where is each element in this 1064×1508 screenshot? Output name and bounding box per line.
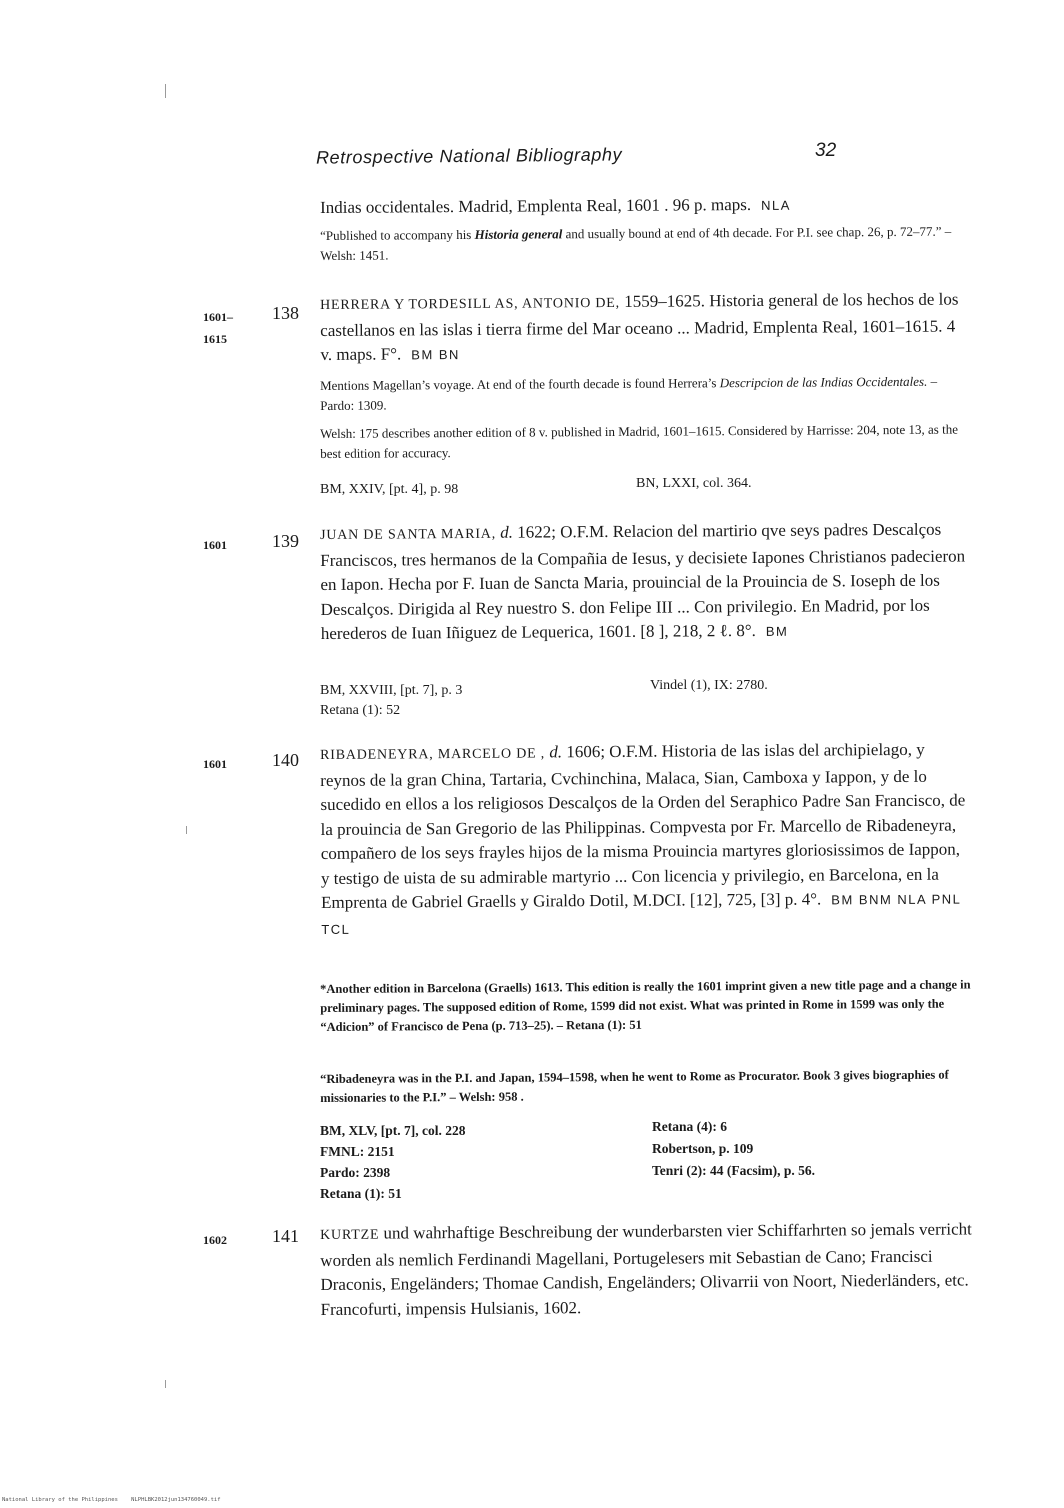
entry-year: 1602 (203, 1233, 227, 1247)
citation-left: BM, XXIV, [pt. 4], p. 98 (320, 482, 459, 497)
citation-right: Vindel (1), IX: 2780. (650, 678, 768, 693)
citation-left: FMNL: 2151 (320, 1144, 395, 1159)
entry-note: *Another edition in Barcelona (Graells) 1613. This edition is really the 1601 imprint given a new title page and a change in preliminary pages. The supposed edition of Rome, 1599 did not exist. What was printed in Rome in 1599 was only the “Adicion” of Francisco de Pena (p. 713–25). – Retana (1): 51 (320, 977, 971, 1034)
entry-author: RIBADENEYRA, MARCELO DE , (320, 746, 546, 763)
entry-note: Mentions Magellan’s voyage. At end of the fourth decade is found Herrera’s Descripcion de las Indias Occidentales. – Pardo: 1309. (320, 373, 938, 413)
entry-libraries: BM BNM NLA PNL TCL (321, 891, 961, 937)
citation-right: Retana (4): 6 (652, 1119, 727, 1134)
citation-left: Retana (1): 51 (320, 1186, 402, 1201)
citation-left: Retana (1): 52 (320, 703, 401, 718)
entry-author: HERRERA Y TORDESILL AS, ANTONIO DE, (320, 295, 620, 313)
entry-number: 138 (272, 303, 299, 323)
entry-note: “Ribadeneyra was in the P.I. and Japan, 1594–1598, when he went to Rome as Procurator. Book 3 gives biographies of missionaries to the P.I.” – Welsh: 958 . (320, 1067, 949, 1105)
entry-title: 1606; O.F.M. Historia de las islas del archipielago, y reynos de la gran China, Tartaria, Cvchinchina, Malaca, Sian, Camboxa y Iappon, y de lo sucedido en ellos a los religiosos Descalços de la Orden del Seraphico Padre San Francisco, de la prouincia de San Gregorio de las Philippinas. Compvesta por Fr. Marcello de Ribadeneyra, compañero de los seys frayles hijos de la misma Prouincia martyres gloriosissimos de Iappon, y testigo de uista de su admirable martyrio ... Con licencia y privilegio, en Barcelona, en la Emprenta de Gabriel Graells y Giraldo Dotil, M.DCI. [12], 725, [3] p. 4°. (320, 739, 966, 912)
citation-left: BM, XXVIII, [pt. 7], p. 3 (320, 683, 463, 698)
page-number: 32 (815, 140, 837, 161)
entry-title: 1559–1625. Historia general de los hechos de los castellanos en las islas i tierra firme del Mar oceano ... Madrid, Emplenta Real, 1601–1615. 4 v. maps. F°. (320, 289, 959, 364)
scan-footer: National Library of the Philippines NLPHLBK2012jun134760049.tif (2, 1497, 221, 1503)
continuation-body (320, 191, 970, 221)
continuation-note: “Published to accompany his Historia general and usually bound at end of 4th decade. For P.I. see chap. 26, p. 72–77.” – Welsh: 1451. (320, 223, 952, 263)
running-title: Retrospective National Bibliography (315, 144, 623, 168)
entry-libraries: BM (765, 623, 789, 639)
entry-body (320, 287, 971, 368)
citation-left: BM, XLV, [pt. 7], col. 228 (320, 1123, 466, 1138)
citation-left: Pardo: 2398 (320, 1165, 391, 1180)
entry-body (320, 1217, 981, 1322)
entry-body: JUAN DE SANTA MARIA, d. 1622; O.F.M. Relacion del martirio qve seys padres Descalços Franciscos, tres hermanos de la Compañia de Iesus, y decisiete Iapones Christianos padecieron en Iapon. Hecha por F. Iuan de Sancta Maria, prouincial de la Prouincia de S. Ioseph de los Descalços. Dirigida al Rey nuestro S. don Felipe III ... Con privilegio. En Madrid, por los herederos de Iuan Iñiguez de Lequerica, 1601. [8 ], 218, 2 ℓ. 8°. BM (320, 519, 966, 643)
entry-year: 1601– 1615 (203, 310, 233, 346)
margin-mark (165, 84, 166, 98)
citation-right: BN, LXXI, col. 364. (636, 476, 752, 491)
continuation-libraries: NLA (761, 197, 791, 213)
entry-title: 1622; O.F.M. Relacion del martirio qve seys padres Descalços Franciscos, tres hermanos de la Compañia de Iesus, y decisiete Iapones Christianos padecieron en Iapon. Hecha por F. Iuan de Sancta Maria, prouincial de la Prouincia de S. Ioseph de los Descalços. Dirigida al Rey nuestro S. don Felipe III ... Con privilegio. En Madrid, por los herederos de Iuan Iñiguez de Lequerica, 1601. [8 ], 218, 2 ℓ. 8°. (320, 519, 966, 643)
entry-year: 1601 (203, 757, 227, 771)
citation-right: Robertson, p. 109 (652, 1141, 754, 1156)
entry-author: JUAN DE SANTA MARIA, (320, 526, 497, 543)
margin-mark (186, 826, 187, 834)
entry-author: KURTZE (320, 1227, 380, 1243)
entry-libraries: BM BN (411, 347, 460, 363)
entry-note: Welsh: 175 describes another edition of 8 v. published in Madrid, 1601–1615. Considered by Harrisse: 204, note 13, as the best edition for accuracy. (320, 421, 958, 461)
entry-number: 140 (272, 750, 299, 770)
entry-year: 1601 (203, 538, 227, 552)
entry-body: RIBADENEYRA, MARCELO DE , d. 1606; O.F.M. Historia de las islas del archipielago, y reynos de la gran China, Tartaria, Cvchinchina, Malaca, Sian, Camboxa y Iappon, y de lo sucedido en ellos a los religiosos Descalços de la Orden del Seraphico Padre San Francisco, de la prouincia de San Gregorio de las Philippinas. Compvesta por Fr. Marcello de Ribadeneyra, compañero de los seys frayles hijos de la misma Prouincia martyres gloriosissimos de Iappon, y testigo de uista de su admirable martyrio ... Con licencia y privilegio, en Barcelona, en la Emprenta de Gabriel Graells y Giraldo Dotil, M.DCI. [12], 725, [3] p. 4°. BM BNM NLA PNL TCL (320, 739, 966, 937)
entry-number: 139 (272, 531, 299, 551)
entry-title: und wahrhaftige Beschreibung der wunderbarsten vier Schiffarhrten so jemals verricht worden als nemlich Ferdinandi Magellani, Portugelesers mit Sebastian de Cano; Francisci Draconis, Engeländers; Thomae Candish, Engeländers; Olivarrii von Noort, Niederländers, etc. Francofurti, impensis Hulsianis, 1602. (320, 1219, 972, 1319)
continuation-text: Indias occidentales. Madrid, Emplenta Real, 1601 . 96 p. maps. (320, 194, 752, 217)
margin-mark (165, 1380, 166, 1388)
citation-right: Tenri (2): 44 (Facsim), p. 56. (652, 1163, 815, 1178)
entry-number: 141 (272, 1226, 299, 1246)
